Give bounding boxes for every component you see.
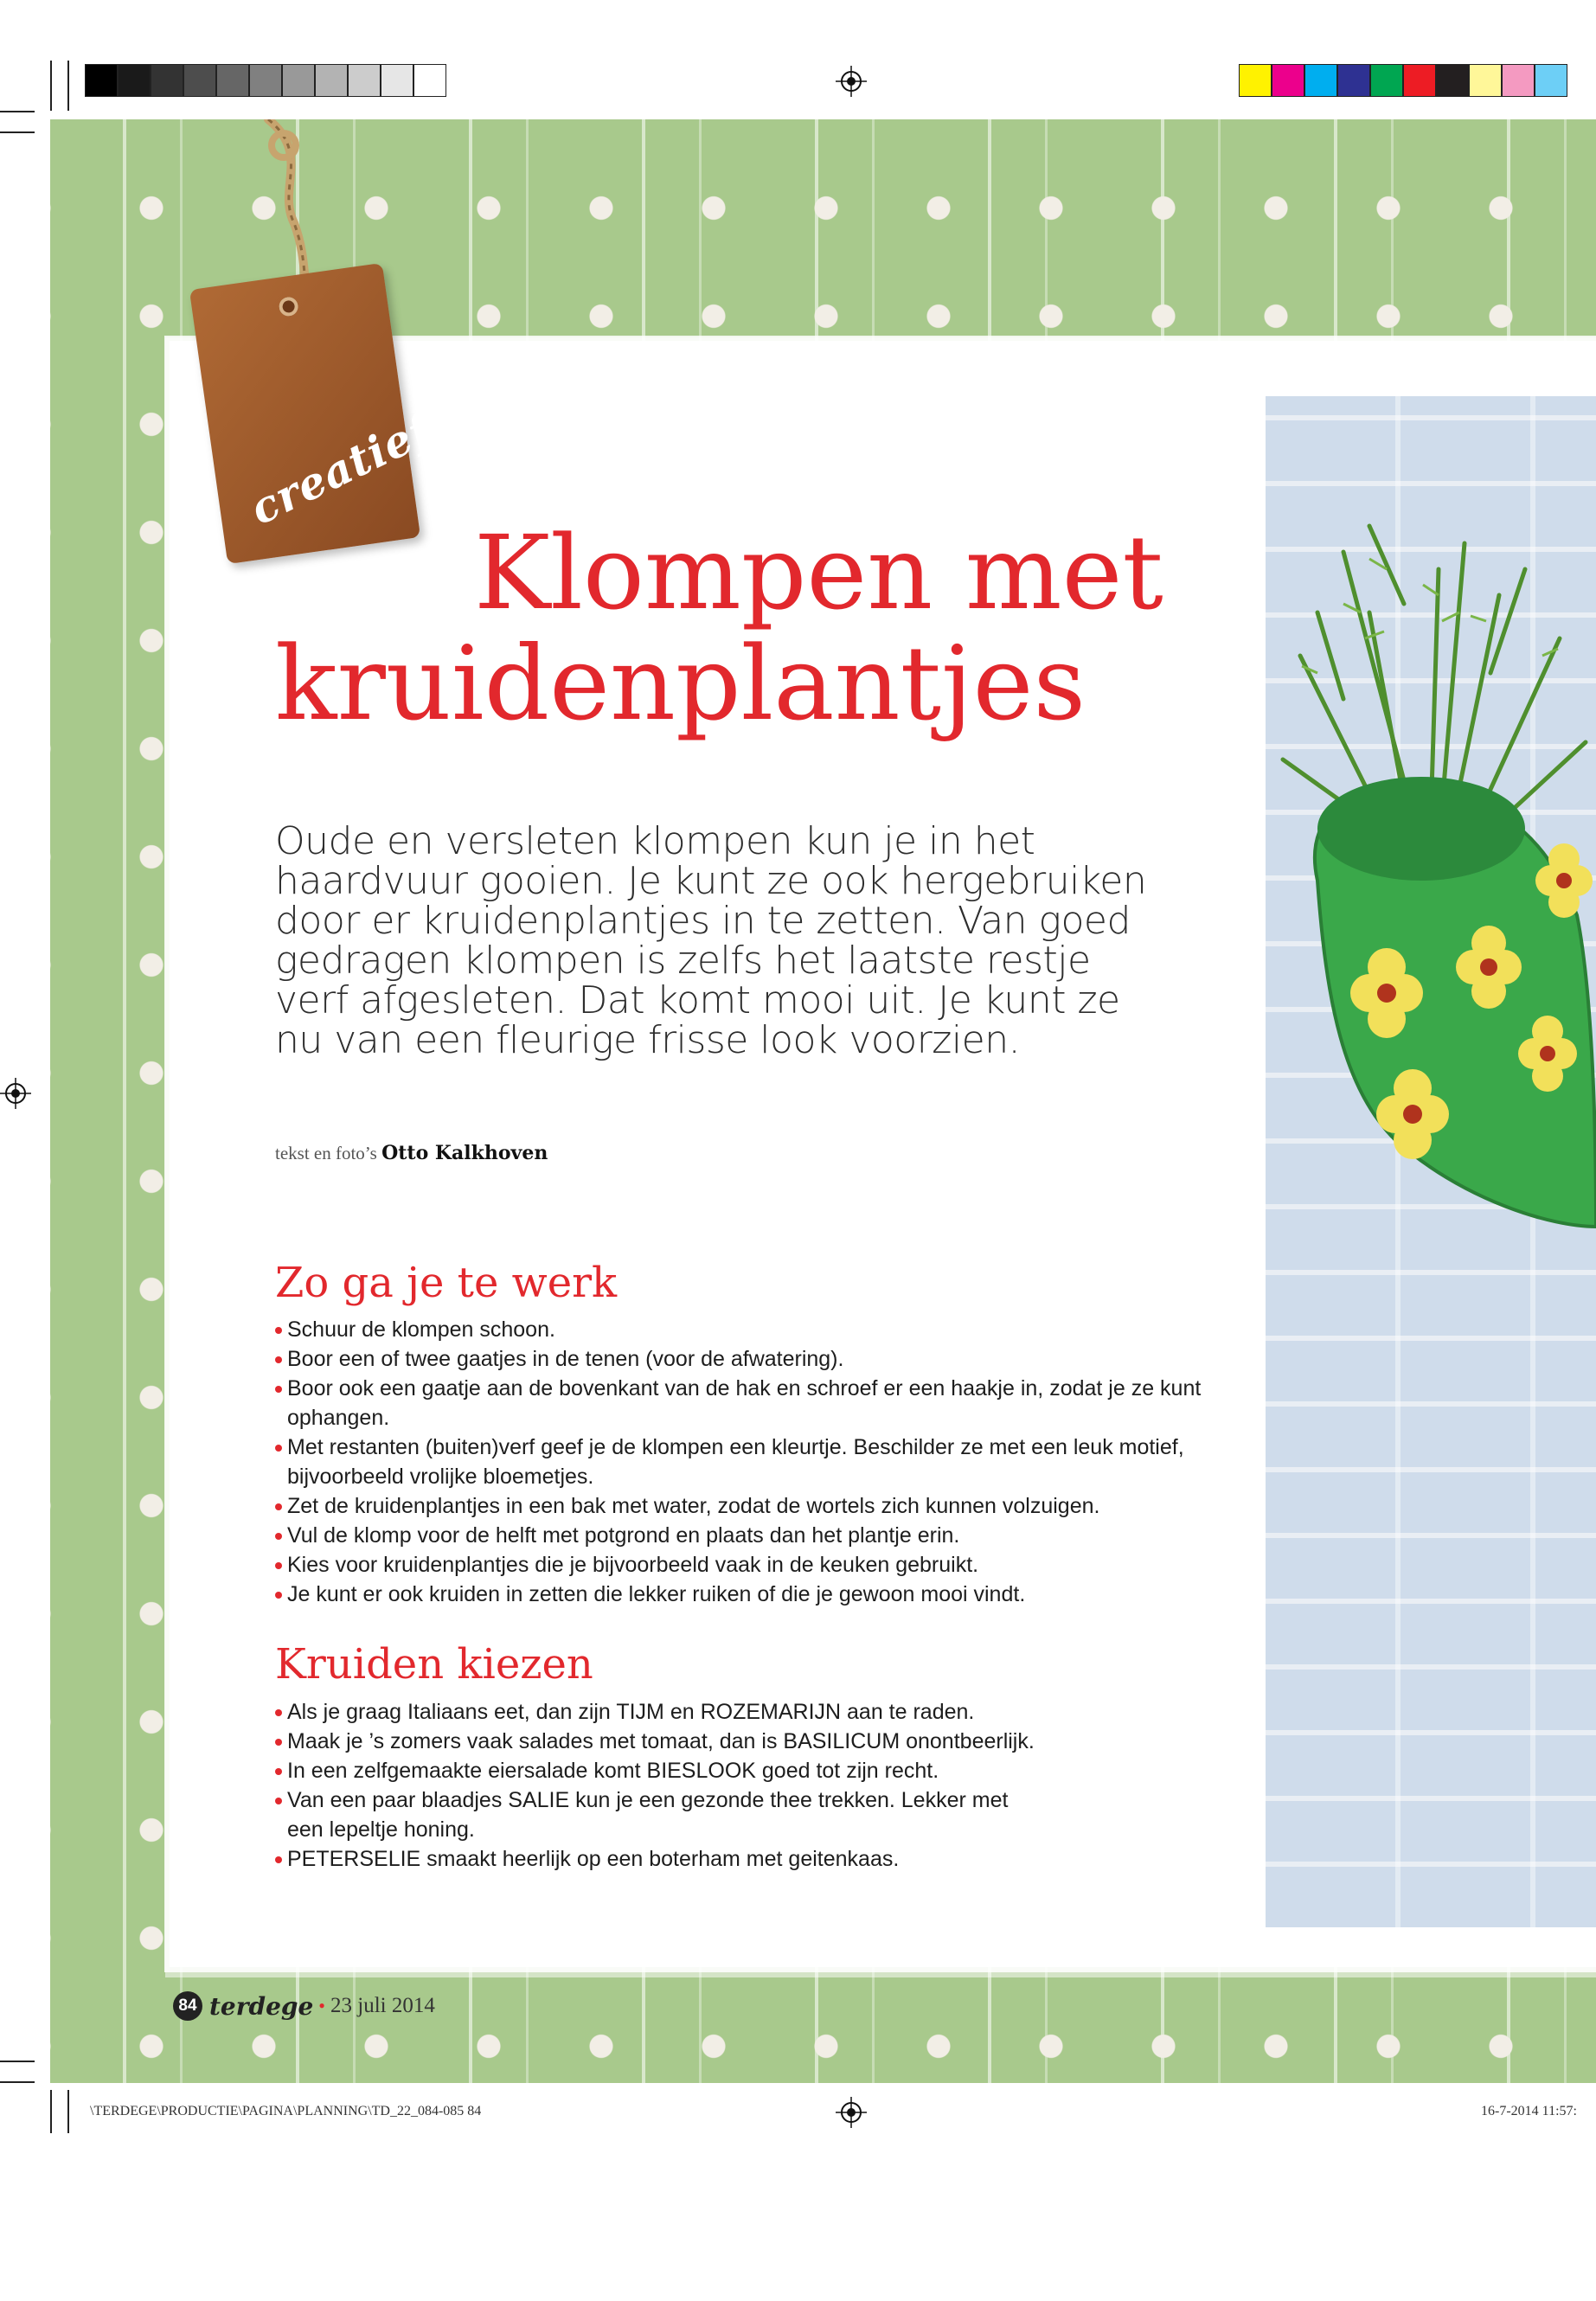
grayscale-bar — [85, 64, 446, 99]
headline-line-1: Klompen met — [474, 513, 1163, 632]
gray-swatch — [282, 64, 315, 97]
list-item: Als je graag Italiaans eet, dan zijn TIJM en ROZEMARIJN aan te raden. — [275, 1697, 1036, 1727]
list-item: PETERSELIE smaakt heerlijk op een boterham met geitenkaas. — [275, 1844, 1036, 1874]
page-footer — [173, 1991, 435, 2021]
gray-swatch — [216, 64, 249, 97]
registration-mark-left-icon — [0, 1078, 31, 1109]
gray-swatch — [249, 64, 282, 97]
crop-mark-top-left-v2 — [67, 61, 69, 111]
page-number: 84 — [173, 1991, 202, 2021]
gray-swatch — [381, 64, 413, 97]
byline-author: Otto Kalkhoven — [381, 1142, 548, 1164]
crop-mark-top-left-h2 — [0, 131, 35, 133]
list-item: Met restanten (buiten)verf geef je de klompen een kleurtje. Beschilder ze met een leuk motief, bijvoorbeeld vrolijke bloemetjes. — [275, 1433, 1235, 1491]
color-swatch — [1502, 64, 1535, 97]
magazine-brand: terdege — [209, 1991, 314, 2021]
gray-swatch — [85, 64, 118, 97]
instructions-list — [275, 1315, 1235, 1609]
registration-mark-bottom-icon — [836, 2097, 867, 2128]
crop-mark-bottom-left-v — [50, 2090, 52, 2133]
separator-dot: • — [318, 1995, 325, 2016]
color-swatch — [1535, 64, 1567, 97]
timestamp-slug: 16-7-2014 11:57: — [1481, 2104, 1577, 2118]
clog-photo — [1266, 396, 1596, 1927]
clog-illustration-icon — [1266, 396, 1596, 1927]
list-item: Boor een of twee gaatjes in de tenen (voor de afwatering). — [275, 1344, 1235, 1374]
gray-swatch — [315, 64, 348, 97]
list-item: In een zelfgemaakte eiersalade komt BIESLOOK goed tot zijn recht. — [275, 1756, 1036, 1785]
list-item: Van een paar blaadjes SALIE kun je een gezonde thee trekken. Lekker met een lepeltje honing. — [275, 1785, 1036, 1844]
list-item: Vul de klomp voor de helft met potgrond en plaats dan het plantje erin. — [275, 1521, 1235, 1550]
herbs-list — [275, 1697, 1036, 1874]
gray-swatch — [151, 64, 183, 97]
registration-mark-top-icon — [836, 66, 867, 97]
crop-mark-top-left-v — [50, 61, 52, 111]
headline — [275, 513, 1163, 743]
headline-line-2: kruidenplantjes — [275, 624, 1086, 743]
color-swatch — [1469, 64, 1502, 97]
process-color-bar — [1239, 64, 1567, 99]
list-item: Je kunt er ook kruiden in zetten die lekker ruiken of die je gewoon mooi vindt. — [275, 1580, 1235, 1609]
crop-mark-bottom-left-h2 — [0, 2081, 35, 2083]
list-item: Boor ook een gaatje aan de bovenkant van de hak en schroef er een haakje in, zodat je ze kunt ophangen. — [275, 1374, 1235, 1433]
color-swatch — [1337, 64, 1370, 97]
intro-paragraph: Oude en versleten klompen kun je in het haardvuur gooien. Je kunt ze ook hergebruiken door er kruidenplantjes in te zetten. Van goed gedragen klompen is zelfs het laatste restje verf afgesleten. Dat komt mooi uit. Je kunt ze nu van een fleurige frisse look voorzien. — [275, 819, 1147, 1062]
byline — [275, 1142, 548, 1164]
byline-prefix: tekst en foto’s — [275, 1143, 377, 1163]
color-swatch — [1436, 64, 1469, 97]
crop-mark-bottom-left-h — [0, 2061, 35, 2062]
color-swatch — [1239, 64, 1272, 97]
color-swatch — [1304, 64, 1337, 97]
crop-mark-bottom-left-v2 — [67, 2090, 69, 2133]
section-title-herbs: Kruiden kiezen — [275, 1640, 593, 1689]
list-item: Schuur de klompen schoon. — [275, 1315, 1235, 1344]
color-swatch — [1403, 64, 1436, 97]
gray-swatch — [348, 64, 381, 97]
gray-swatch — [413, 64, 446, 97]
crop-mark-top-left-h — [0, 111, 35, 112]
file-path-slug: \TERDEGE\PRODUCTIE\PAGINA\PLANNING\TD_22_084-085 84 — [90, 2104, 482, 2118]
gray-swatch — [118, 64, 151, 97]
gray-swatch — [183, 64, 216, 97]
color-swatch — [1272, 64, 1304, 97]
tag-hole — [278, 296, 299, 317]
tag-label: creatief — [241, 403, 439, 535]
section-title-instructions: Zo ga je te werk — [275, 1259, 618, 1307]
list-item: Kies voor kruidenplantjes die je bijvoorbeeld vaak in de keuken gebruikt. — [275, 1550, 1235, 1580]
issue-date: 23 juli 2014 — [330, 1994, 435, 2017]
color-swatch — [1370, 64, 1403, 97]
list-item: Zet de kruidenplantjes in een bak met water, zodat de wortels zich kunnen volzuigen. — [275, 1491, 1235, 1521]
list-item: Maak je ’s zomers vaak salades met tomaat, dan is BASILICUM onontbeerlijk. — [275, 1727, 1036, 1756]
